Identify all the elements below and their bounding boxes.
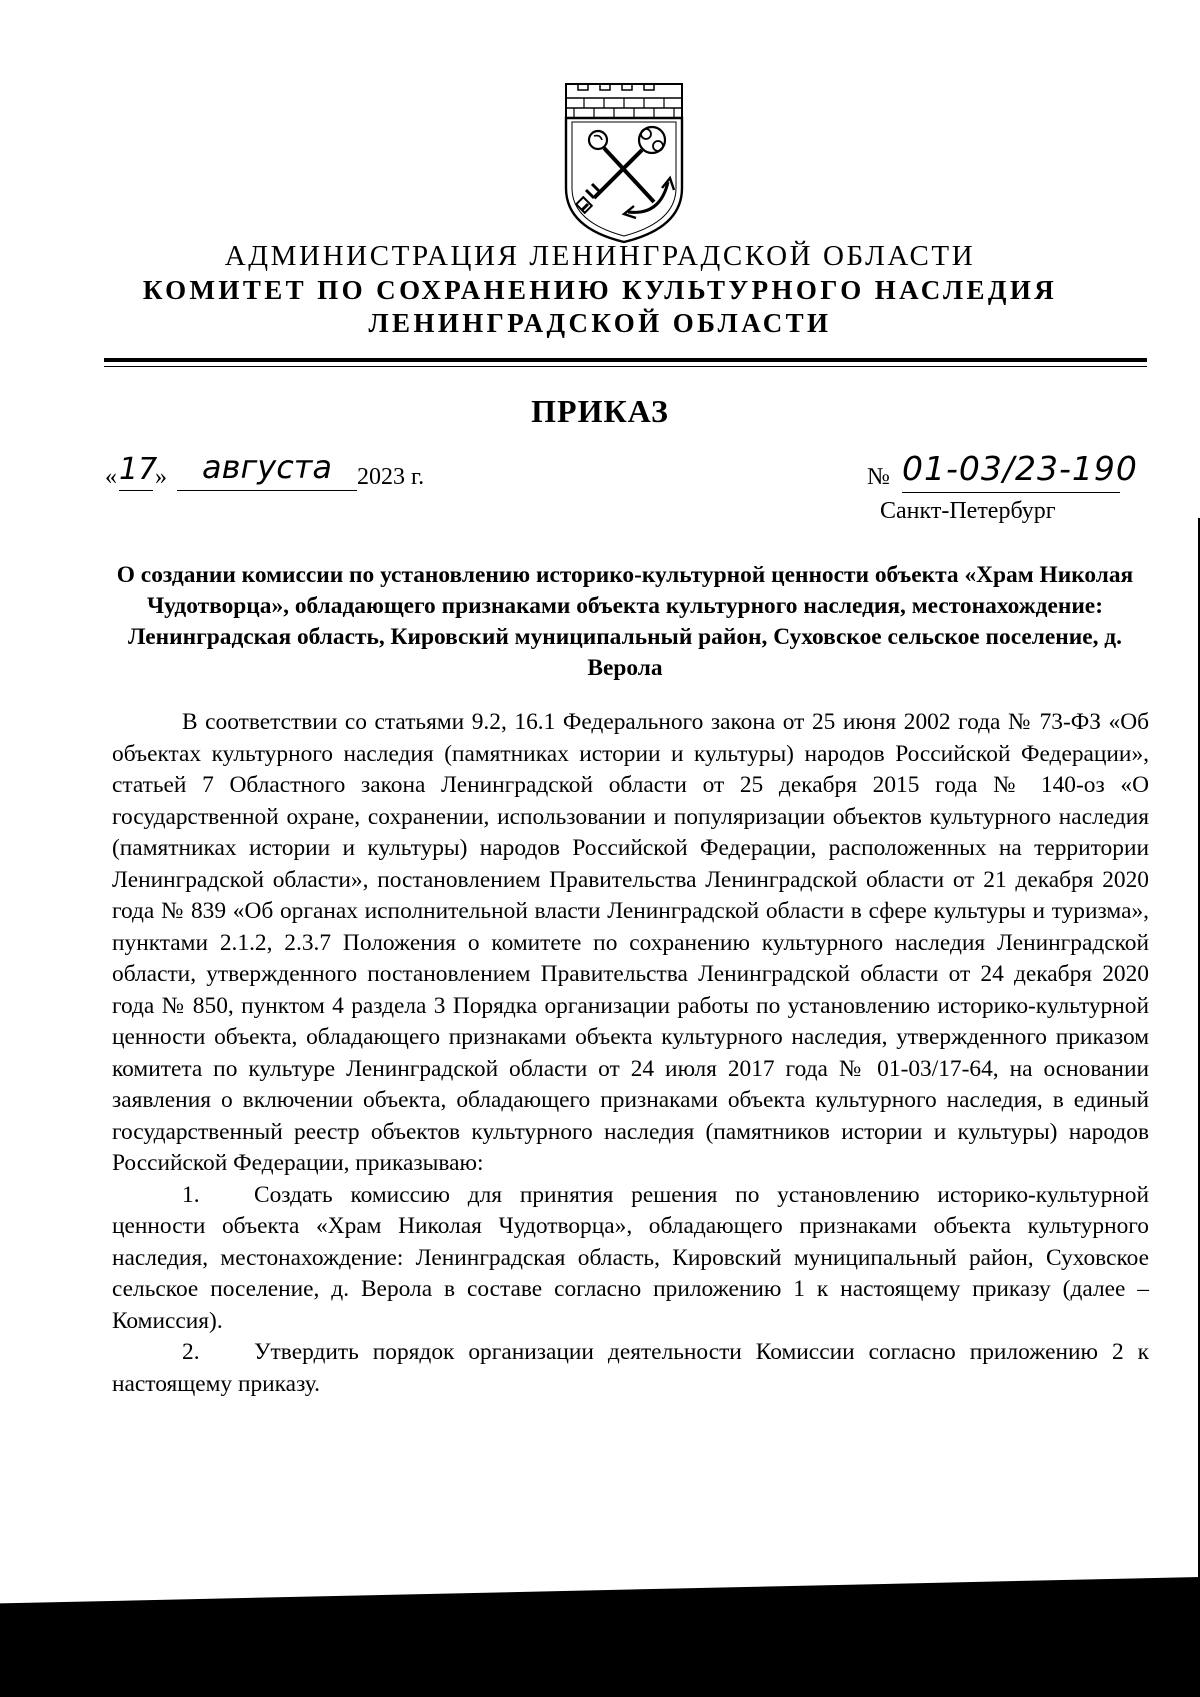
header-divider-thin bbox=[104, 366, 1147, 367]
coat-of-arms-icon bbox=[558, 78, 690, 246]
header-divider-thick bbox=[104, 358, 1147, 362]
order-item-number: 1. bbox=[182, 1181, 200, 1208]
date-day-handwritten: 17 bbox=[119, 450, 153, 491]
number-value-handwritten: 01-03/23-190 bbox=[902, 446, 1120, 493]
date-open-quote: « bbox=[105, 464, 117, 490]
order-item-number: 2. bbox=[182, 1339, 200, 1365]
order-item-2 bbox=[112, 1337, 1149, 1400]
scan-bottom-shadow bbox=[0, 1577, 1200, 1697]
date-month-handwritten: августа bbox=[177, 444, 357, 491]
date-year: 2023 г. bbox=[357, 464, 425, 490]
document-number bbox=[862, 446, 1142, 492]
order-item-1 bbox=[112, 1180, 1149, 1338]
document-place: Санкт-Петербург bbox=[880, 498, 1056, 524]
org-name-administration: АДМИНИСТРАЦИЯ ЛЕНИНГРАДСКОЙ ОБЛАСТИ bbox=[224, 240, 976, 272]
date-close-quote: » bbox=[155, 464, 167, 490]
preamble-paragraph: В соответствии со статьями 9.2, 16.1 Федерального закона от 25 июня 2002 года № 73-ФЗ «Об объектах культурного наследия (памятниках истории и культуры) народов Российской Федерации», статьей 7 Областного закона Ленинградской области от 25 декабря 2015 года № 140-оз «О государственной охране, сохранении, использовании и популяризации объектов культурного наследия (памятниках истории и культуры) народов Российской Федерации, расположенных на территории Ленинградской области», постановлением Правительства Ленинградской области от 21 декабря 2020 года № 839 «Об органах исполнительной власти Ленинградской области в сфере культуры и туризма», пунктами 2.1.2, 2.3.7 Положения о комитете по сохранению культурного наследия Ленинградской области, утвержденного постановлением Правительства Ленинградской области от 24 декабря 2020 года № 850, пунктом 4 раздела 3 Порядка организации работы по установлению историко-культурной ценности объекта, обладающего признаками объекта культурного наследия, утвержденного приказом комитета по культуре Ленинградской области от 24 июля 2017 года № 01-03/17-64, на основании заявления о включении объекта, обладающего признаками объекта культурного наследия, в единый государственный реестр объектов культурного наследия (памятников истории и культуры) народов Российской Федерации, приказываю: bbox=[112, 709, 1149, 1176]
org-name-committee: КОМИТЕТ ПО СОХРАНЕНИЮ КУЛЬТУРНОГО НАСЛЕДИЯ bbox=[142, 275, 1058, 305]
document-date bbox=[105, 450, 505, 496]
document-body bbox=[112, 707, 1149, 1400]
order-item-text: Создать комиссию для принятия решения по установлению историко-культурной ценности объекта «Храм Николая Чудотворца», обладающего признаками объекта культурного наследия, местонахождение: Ленинградская область, Кировский муниципальный район, Суховское сельское поселение, д. Верола в составе согласно приложению 1 к настоящему приказу (далее – Комиссия). bbox=[112, 1181, 1149, 1334]
document-type-title: ПРИКАЗ bbox=[531, 393, 669, 429]
org-name-region: ЛЕНИНГРАДСКОЙ ОБЛАСТИ bbox=[368, 308, 832, 338]
document-subject: О создании комиссии по установлению историко-культурной ценности объекта «Храм Николая Чудотворца», обладающего признаками объекта культурного наследия, местонахождение: Ленинградская область, Кировский муниципальный район, Суховское сельское поселение, д. Верола bbox=[116, 562, 1134, 681]
order-item-text: Утвердить порядок организации деятельности Комиссии согласно приложению 2 к настоящему приказу. bbox=[112, 1339, 1149, 1397]
number-label: № bbox=[867, 464, 890, 490]
